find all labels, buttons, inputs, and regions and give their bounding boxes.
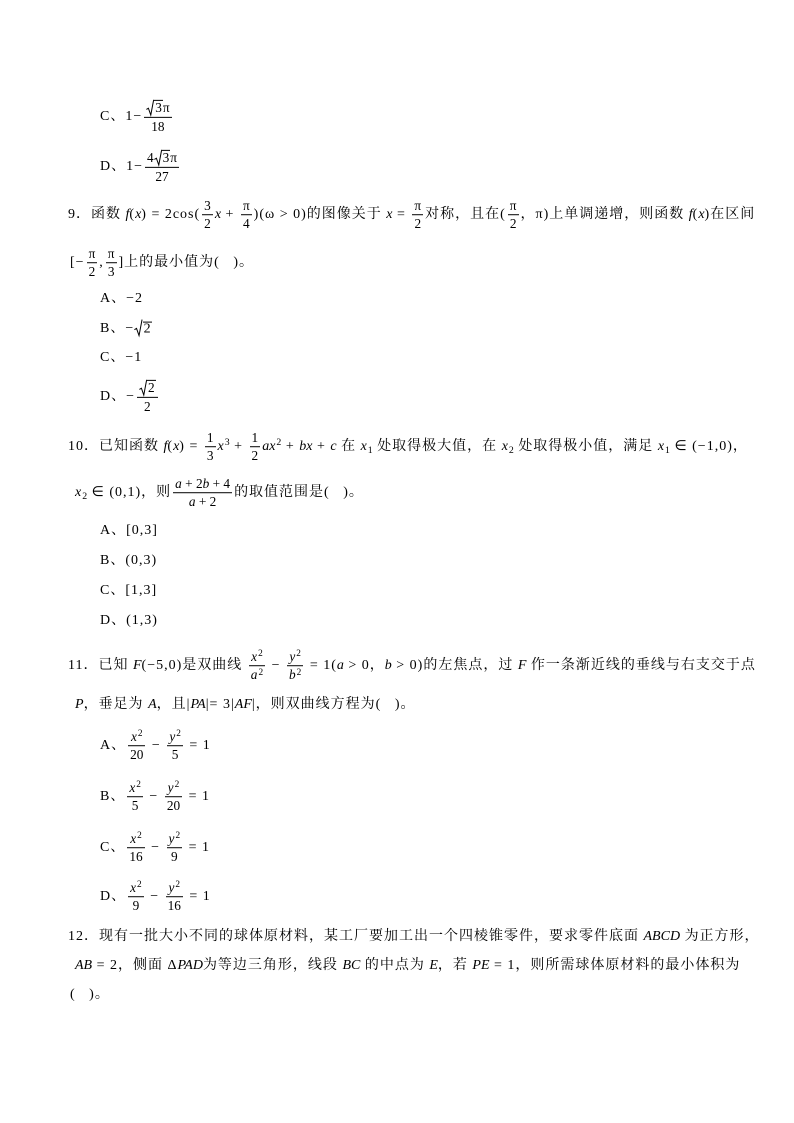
math-italic: F — [132, 658, 142, 674]
math-italic: x — [130, 880, 137, 896]
superscript: 2 — [176, 729, 181, 740]
math-italic: b — [289, 667, 296, 683]
fraction-numerator — [127, 780, 143, 797]
text-run: − — [267, 658, 285, 674]
math-italic: y — [167, 780, 174, 796]
fraction — [205, 430, 216, 464]
fraction-denominator — [167, 849, 183, 865]
math-italic: BC — [342, 957, 361, 973]
fraction-numerator — [250, 430, 261, 447]
text-run: > 0， — [343, 658, 385, 674]
fraction-denominator — [165, 798, 182, 814]
fraction-numerator — [167, 831, 183, 848]
superscript: 3 — [224, 437, 230, 449]
text-run: ，π)上单调递增，则函数 — [520, 207, 689, 223]
math-italic: AF — [234, 696, 252, 712]
text-run: 20 — [130, 747, 144, 763]
fraction — [127, 780, 143, 814]
text-run: 3 — [107, 264, 115, 280]
text-run: + — [312, 439, 331, 455]
fraction-denominator — [167, 747, 183, 763]
text-run: )在区间 — [704, 207, 756, 223]
fraction-numerator — [412, 198, 423, 215]
radical-sign-icon — [154, 150, 162, 166]
text-run: |= 3| — [205, 696, 235, 712]
q9-option-b — [100, 320, 152, 339]
q11-stem-line-2 — [75, 696, 416, 714]
fraction-numerator — [137, 380, 158, 398]
q10-option-d — [100, 612, 158, 630]
fraction-numerator — [87, 246, 98, 263]
subscript: 1 — [665, 445, 670, 457]
text-run: (−5,0)是双曲线 — [141, 658, 247, 674]
text-run: 4 — [242, 216, 250, 232]
math-italic: y — [169, 729, 176, 745]
text-run: − — [144, 789, 163, 805]
q12-stem-line-1 — [68, 928, 760, 946]
text-run: ，且| — [156, 696, 191, 712]
q12-stem-line-3 — [70, 986, 110, 1004]
fraction-numerator — [173, 476, 232, 493]
math-italic: f — [688, 207, 693, 223]
superscript: 2 — [175, 831, 181, 842]
q9-stem-line-1 — [68, 198, 755, 232]
text-run: π — [170, 149, 178, 165]
text-run: 9 — [171, 849, 178, 865]
text-run: π — [162, 99, 170, 115]
text-run: C、 — [100, 840, 126, 856]
radical-sign-icon — [134, 320, 142, 337]
math-italic: bx — [299, 439, 313, 455]
text-run: 10．已知函数 — [68, 439, 164, 455]
q10-stem-line-2 — [75, 476, 364, 510]
text-run: 处取得极大值，在 — [372, 439, 502, 455]
math-italic: x — [386, 207, 393, 223]
math-italic: x — [360, 439, 367, 455]
text-run: π — [509, 198, 517, 214]
text-run: 作一条渐近线的垂线与右支交于点 — [526, 658, 756, 674]
math-italic: x — [501, 439, 508, 455]
text-run: = 2，侧面 Δ — [92, 957, 178, 973]
fraction-denominator — [144, 118, 171, 134]
q12-stem-line-2 — [75, 957, 740, 975]
math-italic: x — [251, 649, 258, 665]
text-run: ∈ (0,1)，则 — [87, 485, 172, 501]
text-run: )(ω > 0)的图像关于 — [253, 207, 387, 223]
fraction-denominator — [166, 898, 183, 914]
fraction — [137, 380, 158, 414]
text-run: D、(1,3) — [100, 612, 158, 628]
math-italic: PAD — [177, 957, 203, 973]
fraction-denominator — [128, 747, 145, 763]
text-run: ]上的最小值为( )。 — [118, 255, 254, 271]
text-run: 3 — [155, 99, 162, 115]
text-run: 2 — [414, 216, 422, 232]
fraction — [166, 880, 183, 914]
superscript: 2 — [137, 729, 143, 740]
math-italic: F — [517, 658, 527, 674]
fraction — [128, 729, 145, 763]
fraction-numerator — [508, 198, 519, 215]
text-run: ( — [129, 207, 136, 223]
math-italic: f — [163, 439, 168, 455]
q10-option-a — [100, 522, 158, 540]
text-run: 3 — [206, 448, 214, 464]
text-run: = 1 — [184, 738, 211, 754]
math-italic: a — [188, 494, 196, 510]
text-run: = — [392, 207, 411, 223]
subscript: 2 — [508, 445, 514, 457]
fraction-denominator — [127, 849, 144, 865]
fraction — [287, 649, 303, 683]
text-run: 2 — [144, 398, 151, 414]
text-run: C、1− — [100, 109, 143, 125]
radical-sign-icon — [139, 380, 147, 396]
fraction-numerator — [287, 649, 303, 666]
text-run: 对称，且在( — [425, 207, 506, 223]
superscript: 2 — [137, 880, 142, 891]
fraction-denominator — [145, 168, 179, 184]
math-italic: E — [429, 957, 438, 973]
square-root — [154, 150, 171, 166]
text-run: D、 — [100, 889, 127, 905]
fraction-denominator — [127, 798, 143, 814]
math-italic: b — [384, 658, 392, 674]
text-run: B、− — [100, 321, 135, 337]
text-run: 为等边三角形，线段 — [202, 957, 343, 973]
math-italic: P — [75, 696, 84, 712]
text-run: + 4 — [209, 476, 231, 492]
subscript: 2 — [82, 491, 88, 503]
q9-stem-line-2 — [70, 246, 254, 280]
fraction-numerator — [249, 649, 265, 666]
fraction — [241, 198, 252, 232]
fraction — [145, 150, 179, 184]
radical-stroke — [139, 380, 147, 395]
math-italic: ABCD — [643, 928, 681, 944]
radicand — [147, 380, 156, 395]
text-run: A、−2 — [100, 290, 144, 306]
fraction — [249, 649, 265, 683]
fraction-denominator — [173, 494, 232, 510]
text-run: 在 — [336, 439, 361, 455]
math-italic: x — [129, 780, 136, 796]
q10-option-c — [100, 582, 157, 600]
math-italic: ax — [262, 439, 276, 455]
text-run: = 1，则所需球体原材料的最小体积为 — [489, 957, 741, 973]
text-run: ，若 — [437, 957, 473, 973]
text-run: B、(0,3) — [100, 552, 158, 568]
q10-option-b — [100, 552, 157, 570]
text-run: ( )。 — [70, 986, 110, 1002]
fraction-numerator — [165, 780, 182, 797]
fraction — [165, 780, 182, 814]
text-run: C、[1,3] — [100, 582, 158, 598]
text-run: π — [242, 198, 250, 214]
fraction-numerator — [166, 880, 183, 897]
fraction — [508, 198, 519, 232]
superscript: 2 — [296, 649, 301, 660]
text-run: ∈ (−1,0)， — [669, 439, 748, 455]
text-run: + — [229, 439, 248, 455]
text-run: = 1 — [184, 789, 211, 805]
text-run: π — [414, 198, 422, 214]
text-run: + — [281, 439, 300, 455]
subscript: 1 — [367, 445, 373, 457]
text-run: 3 — [204, 198, 211, 214]
q8-option-c — [100, 100, 174, 134]
q11-option-c — [100, 831, 210, 865]
text-run: A、[0,3] — [100, 522, 158, 538]
q9-option-d — [100, 380, 160, 414]
text-run: ) = — [179, 439, 203, 455]
fraction-denominator — [249, 667, 265, 683]
math-italic: a — [175, 476, 182, 492]
text-run: [− — [70, 255, 85, 271]
math-italic: x — [657, 439, 665, 455]
fraction-denominator — [202, 216, 213, 232]
text-run: 的取值范围是( )。 — [234, 485, 364, 501]
radicand — [154, 100, 163, 115]
text-run: , — [99, 255, 104, 271]
math-italic: x — [217, 439, 224, 455]
math-italic: f — [125, 207, 130, 223]
text-run: π — [107, 246, 115, 262]
fraction — [167, 729, 183, 763]
fraction-denominator — [250, 448, 261, 464]
math-italic: x — [130, 831, 137, 847]
q11-option-d — [100, 880, 211, 914]
text-run: 3 — [162, 149, 170, 165]
text-run: 9 — [132, 898, 140, 914]
math-italic: PE — [472, 957, 490, 973]
fraction — [128, 880, 144, 914]
text-run: ) = 2cos( — [141, 207, 201, 223]
math-italic: b — [202, 476, 210, 492]
fraction-denominator — [106, 264, 117, 280]
fraction-numerator — [205, 430, 216, 447]
radicand — [162, 150, 171, 165]
radical-sign-icon — [146, 100, 154, 116]
text-run: 16 — [129, 849, 143, 865]
text-run: D、1− — [100, 159, 144, 175]
q9-option-c — [100, 349, 142, 367]
fraction — [167, 831, 183, 865]
fraction-numerator — [144, 100, 171, 118]
text-run: − — [146, 840, 165, 856]
superscript: 2 — [258, 667, 264, 678]
math-italic: x — [75, 485, 82, 501]
fraction-numerator — [127, 831, 144, 848]
math-italic: c — [330, 439, 337, 455]
fraction-denominator — [137, 398, 158, 414]
text-run: 12．现有一批大小不同的球体原材料，某工厂要加工出一个四棱锥零件，要求零件底面 — [68, 928, 644, 944]
radical-stroke — [135, 320, 143, 336]
text-run: ( — [692, 207, 699, 223]
radical-stroke — [147, 100, 155, 115]
text-run: 2 — [509, 216, 517, 232]
text-run: 为正方形， — [680, 928, 760, 944]
text-run: A、 — [100, 738, 127, 754]
math-italic: y — [289, 649, 296, 665]
fraction-denominator — [412, 216, 423, 232]
text-run: − — [147, 738, 166, 754]
text-run: ( — [167, 439, 174, 455]
q11-stem-line-1 — [68, 649, 756, 683]
math-italic: a — [336, 658, 344, 674]
fraction — [144, 100, 171, 134]
math-italic: x — [135, 207, 142, 223]
text-run: ，垂足为 — [83, 696, 149, 712]
math-italic: y — [168, 831, 175, 847]
text-run: 1 — [251, 430, 259, 446]
text-run: 1 — [206, 430, 214, 446]
radical-stroke — [154, 150, 162, 165]
q11-option-b — [100, 780, 210, 814]
fraction-numerator — [106, 246, 117, 263]
text-run: + 2 — [195, 494, 217, 510]
text-run: 18 — [151, 118, 165, 134]
math-italic: x — [130, 729, 137, 745]
square-root — [139, 380, 156, 396]
text-run: 9．函数 — [68, 207, 126, 223]
text-run: = 1 — [184, 889, 211, 905]
q11-option-a — [100, 729, 211, 763]
text-run: 5 — [171, 747, 179, 763]
fraction — [412, 198, 423, 232]
math-italic: PA — [190, 696, 206, 712]
superscript: 2 — [175, 880, 181, 891]
text-run: 4 — [147, 149, 154, 165]
fraction — [127, 831, 144, 865]
text-run: 2 — [251, 448, 259, 464]
q8-option-d — [100, 150, 181, 184]
radicand — [143, 321, 152, 337]
fraction-denominator — [287, 667, 303, 683]
text-run: 的中点为 — [360, 957, 430, 973]
math-italic: x — [214, 207, 222, 223]
fraction-denominator — [508, 216, 519, 232]
text-run: D、− — [100, 389, 136, 405]
fraction — [87, 246, 98, 280]
text-run: = 1 — [184, 840, 211, 856]
text-run: 11．已知 — [68, 658, 133, 674]
text-run: − — [145, 889, 164, 905]
fraction-denominator — [128, 898, 144, 914]
text-run: 2 — [143, 321, 151, 337]
fraction-denominator — [205, 448, 216, 464]
fraction — [202, 198, 213, 232]
text-run: 2 — [204, 216, 211, 232]
text-run: = 1( — [305, 658, 337, 674]
text-run: 20 — [166, 798, 181, 814]
superscript: 2 — [174, 780, 180, 791]
superscript: 2 — [276, 437, 282, 449]
fraction-numerator — [167, 729, 183, 746]
superscript: 2 — [137, 831, 142, 842]
fraction-numerator — [128, 880, 144, 897]
text-run: |，则双曲线方程为( )。 — [251, 696, 416, 712]
text-run: 5 — [131, 798, 139, 814]
text-run: + 2 — [181, 476, 203, 492]
superscript: 2 — [136, 780, 141, 791]
fraction — [106, 246, 117, 280]
text-run: π — [88, 246, 96, 262]
math-italic: x — [698, 207, 705, 223]
square-root — [146, 100, 163, 116]
text-run: 16 — [167, 898, 181, 914]
text-run: C、−1 — [100, 349, 143, 365]
superscript: 2 — [296, 667, 302, 678]
q9-option-a — [100, 290, 143, 308]
fraction-denominator — [87, 264, 98, 280]
math-italic: AB — [75, 957, 93, 973]
text-run: 2 — [147, 379, 155, 395]
math-italic: x — [173, 439, 180, 455]
fraction-numerator — [145, 150, 179, 168]
math-italic: y — [168, 880, 175, 896]
fraction-numerator — [128, 729, 145, 746]
text-run: 处取得极小值，满足 — [513, 439, 658, 455]
superscript: 2 — [258, 649, 263, 660]
fraction-denominator — [241, 216, 252, 232]
text-run: > 0)的左焦点，过 — [391, 658, 518, 674]
fraction-numerator — [241, 198, 252, 215]
fraction-numerator — [202, 198, 213, 215]
fraction — [173, 476, 232, 510]
text-run: 2 — [88, 264, 96, 280]
fraction — [250, 430, 261, 464]
text-run: B、 — [100, 789, 126, 805]
q10-stem-line-1 — [68, 430, 748, 464]
math-italic: a — [250, 667, 258, 683]
text-run: 27 — [155, 168, 169, 184]
math-italic: A — [148, 696, 157, 712]
text-run: + — [221, 207, 239, 223]
square-root — [134, 320, 151, 339]
